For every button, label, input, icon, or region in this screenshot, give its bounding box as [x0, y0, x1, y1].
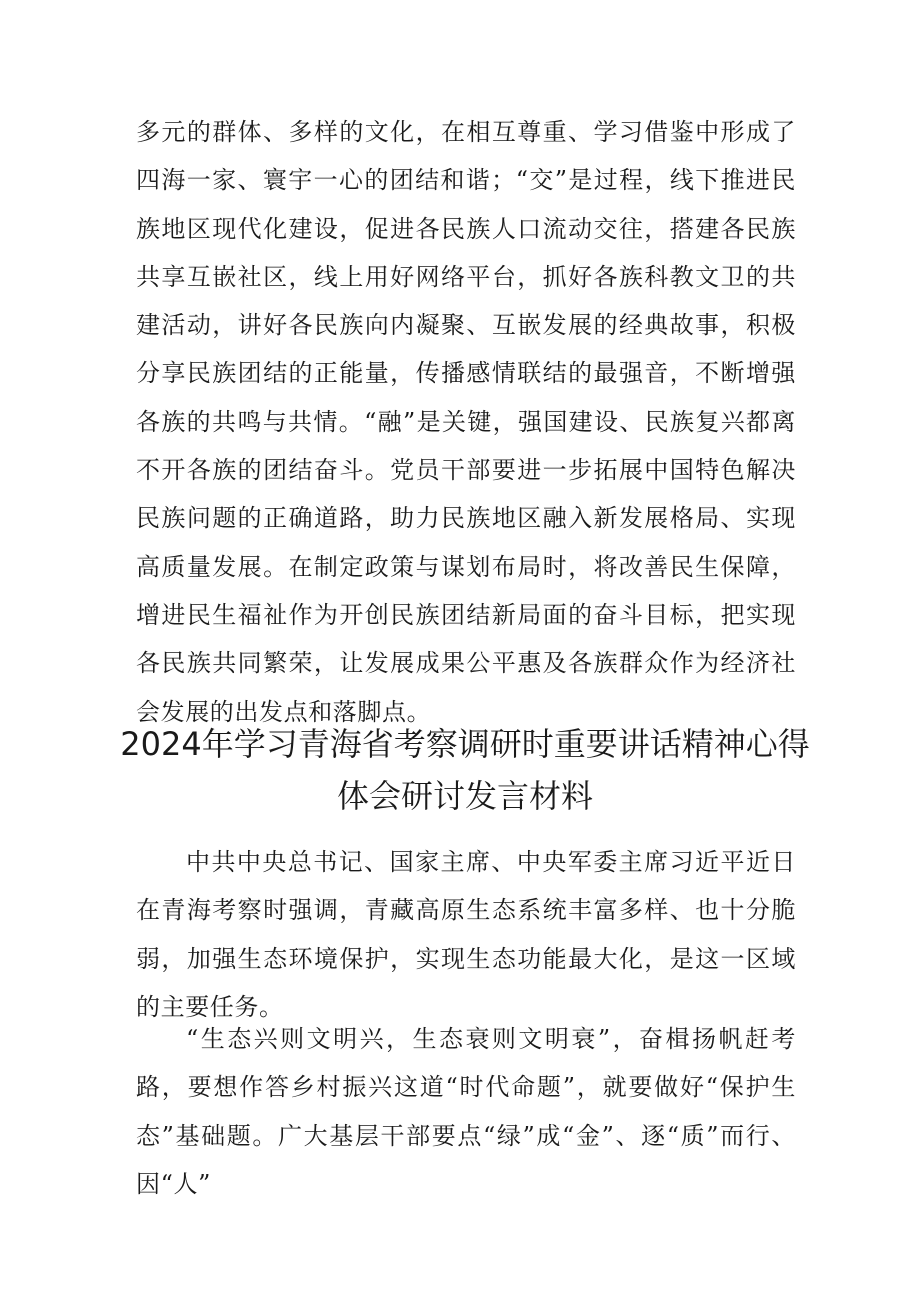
- body-paragraph-2: 中共中央总书记、国家主席、中央军委主席习近平近日在青海考察时强调，青藏高原生态系统丰富多样、也十分脆弱，加强生态环境保护，实现生态功能最大化，是这一区域的主要任务。: [136, 848, 796, 1021]
- body-paragraph-3: “生态兴则文明兴，生态衰则文明衰”，奋楫扬帆赶考路，要想作答乡村振兴这道“时代命题”，就要做好“保护生态”基础题。广大基层干部要点“绿”成“金”、逐“质”而行、因“人”: [136, 1025, 796, 1198]
- article-title: 2024年学习青海省考察调研时重要讲话精神心得体会研讨发言材料: [120, 725, 810, 815]
- body-paragraph-1: 多元的群体、多样的文化，在相互尊重、学习借鉴中形成了四海一家、寰宇一心的团结和谐；“交”是过程，线下推进民族地区现代化建设，促进各民族人口流动交往，搭建各民族共享互嵌社区，线上用好网络平台，抓好各族科教文卫的共建活动，讲好各民族向内凝聚、互嵌发展的经典故事，积极分享民族团结的正能量，传播感情联结的最强音，不断增强各族的共鸣与共情。“融”是关键，强国建设、民族复兴都离不开各族的团结奋斗。党员干部要进一步拓展中国特色解决民族问题的正确道路，助力民族地区融入新发展格局、实现高质量发展。在制定政策与谋划布局时，将改善民生保障，增进民生福祉作为开创民族团结新局面的奋斗目标，把实现各民族共同繁荣，让发展成果公平惠及各族群众作为经济社会发展的出发点和落脚点。: [136, 118, 796, 726]
